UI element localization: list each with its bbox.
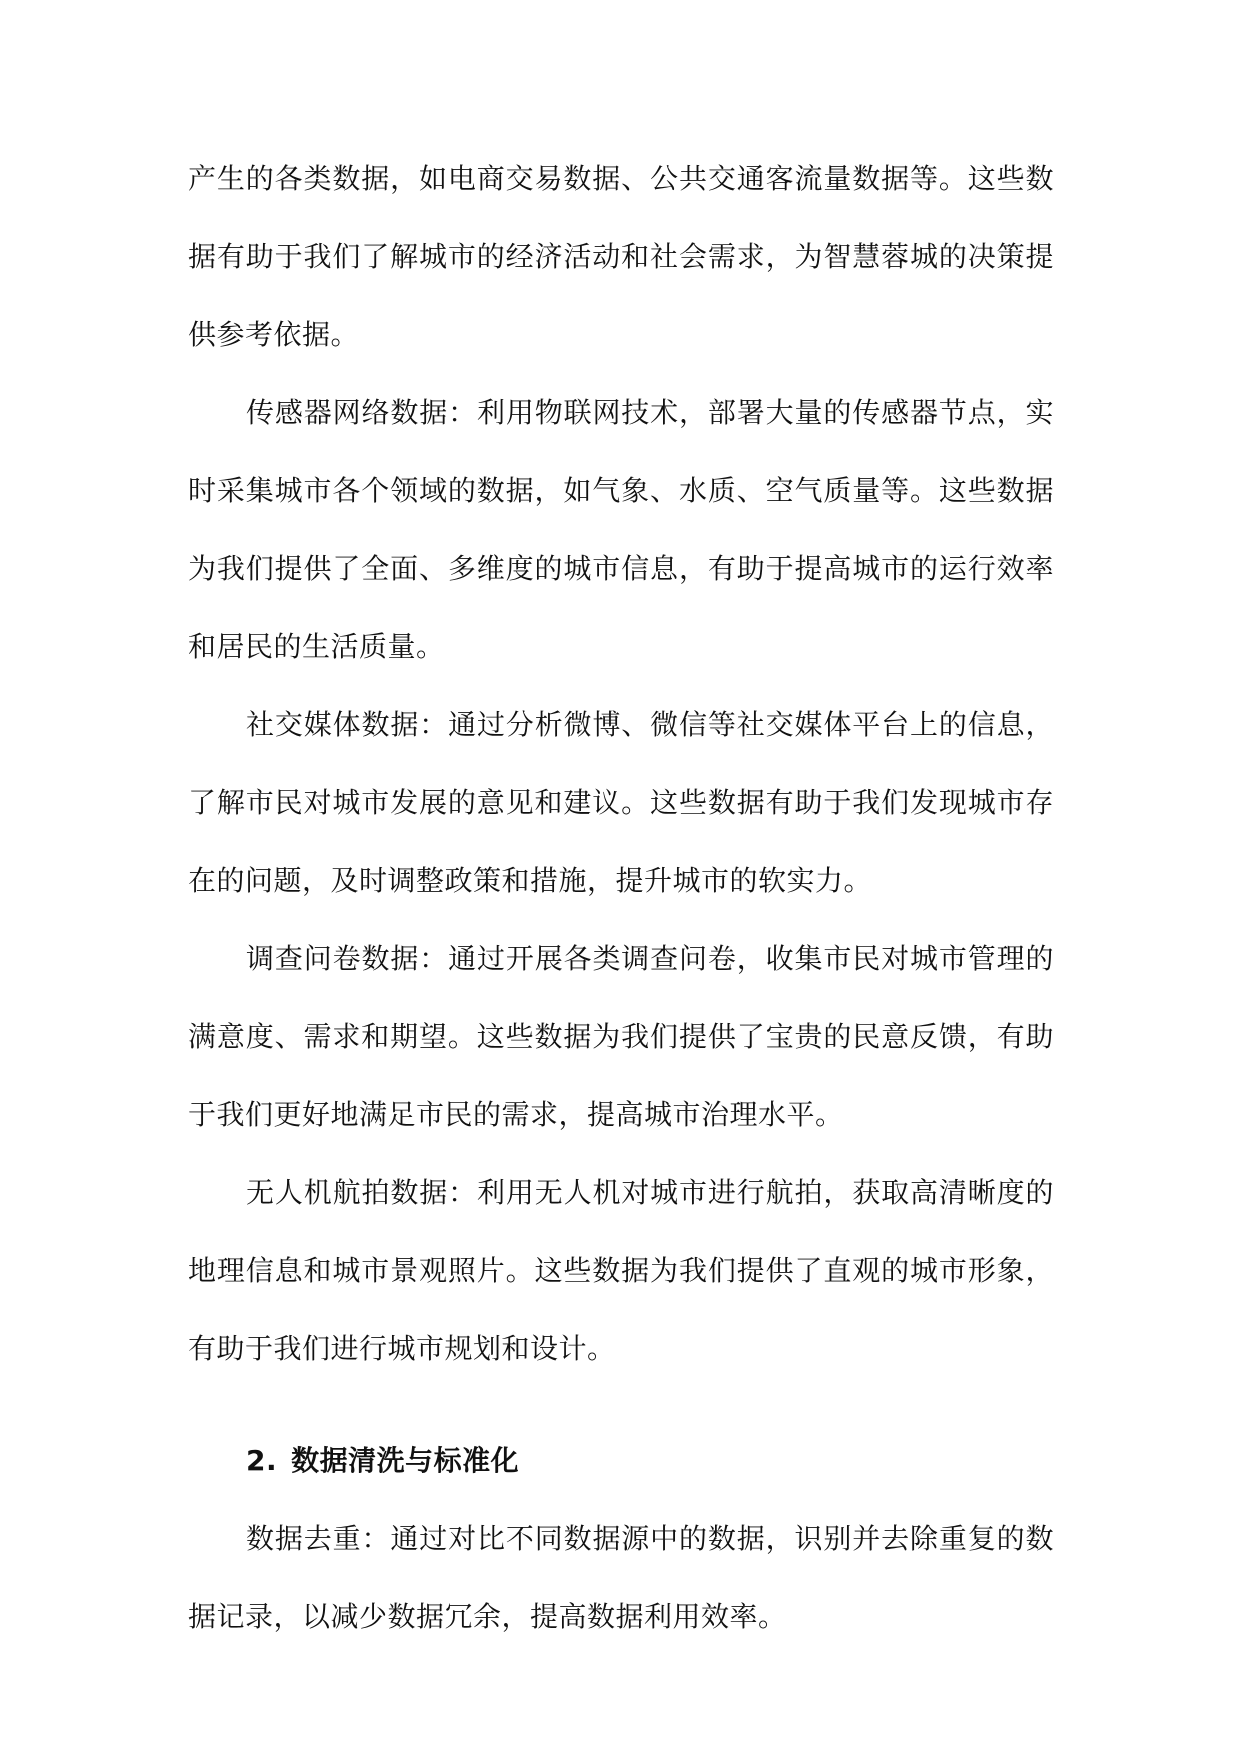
section-heading xyxy=(188,1422,1054,1500)
paragraph-data-dedup: 数据去重：通过对比不同数据源中的数据，识别并去除重复的数据记录，以减少数据冗余，提高数据利用效率。 xyxy=(188,1522,1054,1633)
paragraph-drone-data: 无人机航拍数据：利用无人机对城市进行航拍，获取高清晰度的地理信息和城市景观照片。这些数据为我们提供了直观的城市形象，有助于我们进行城市规划和设计。 xyxy=(188,1176,1054,1365)
paragraph-continuation: 产生的各类数据，如电商交易数据、公共交通客流量数据等。这些数据有助于我们了解城市的经济活动和社会需求，为智慧蓉城的决策提供参考依据。 xyxy=(188,162,1054,351)
paragraph-social-media-data: 社交媒体数据：通过分析微博、微信等社交媒体平台上的信息，了解市民对城市发展的意见和建议。这些数据有助于我们发现城市存在的问题，及时调整政策和措施，提升城市的软实力。 xyxy=(188,708,1054,897)
paragraph-sensor-network-data: 传感器网络数据：利用物联网技术，部署大量的传感器节点，实时采集城市各个领域的数据，如气象、水质、空气质量等。这些数据为我们提供了全面、多维度的城市信息，有助于提高城市的运行效率和居民的生活质量。 xyxy=(188,396,1054,663)
section-number: 2. xyxy=(246,1444,278,1477)
section-title: 数据清洗与标准化 xyxy=(291,1444,520,1477)
paragraph-survey-data: 调查问卷数据：通过开展各类调查问卷，收集市民对城市管理的满意度、需求和期望。这些数据为我们提供了宝贵的民意反馈，有助于我们更好地满足市民的需求，提高城市治理水平。 xyxy=(188,942,1054,1131)
document-body xyxy=(188,140,1054,1656)
